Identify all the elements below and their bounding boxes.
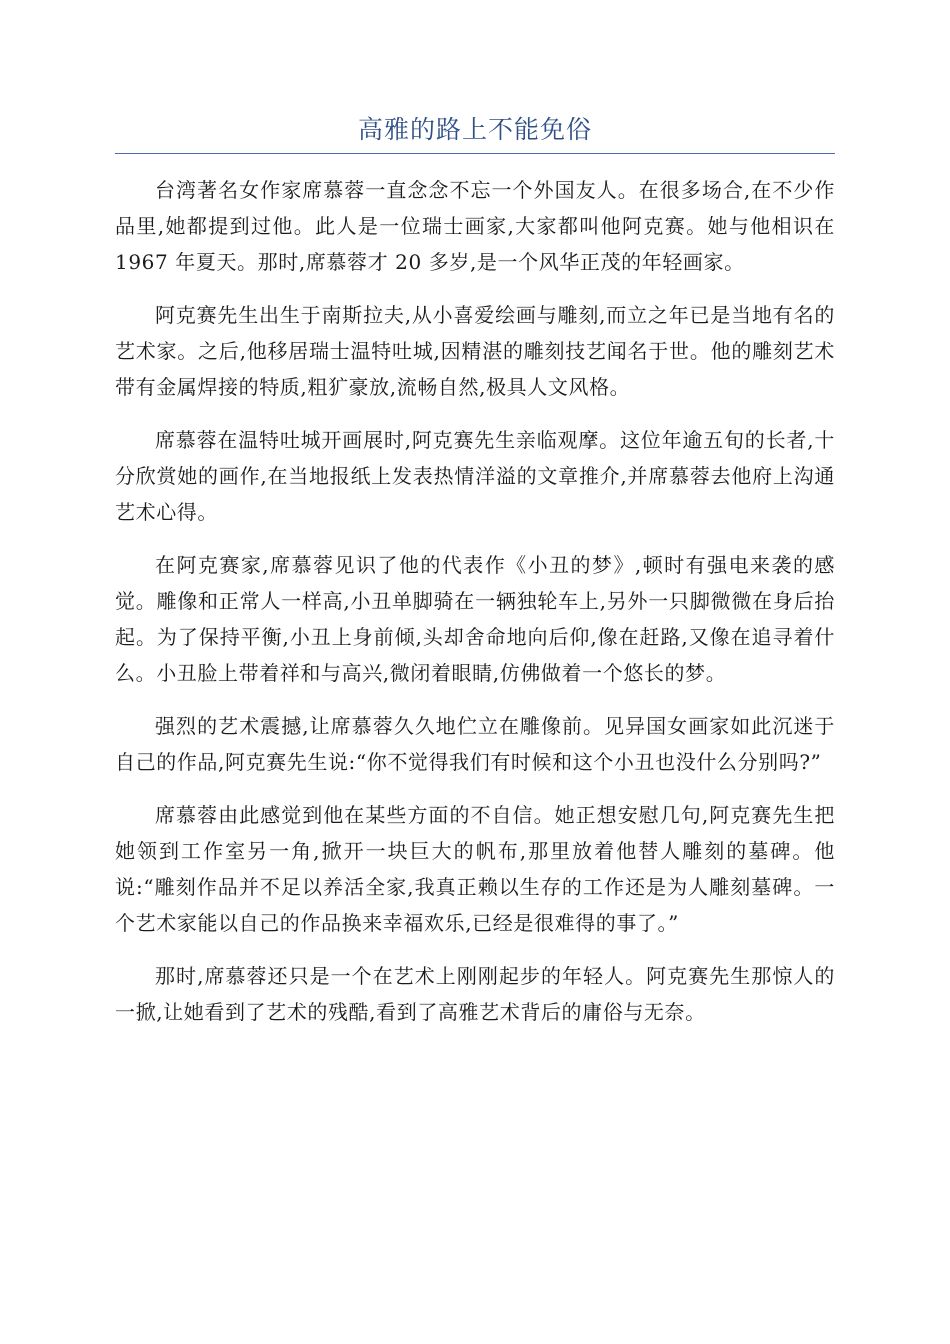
paragraph-3: 席慕蓉在温特吐城开画展时,阿克赛先生亲临观摩。这位年逾五旬的长者,十分欣赏她的画作,在当地报纸上发表热情洋溢的文章推介,并席慕蓉去他府上沟通艺术心得。 (115, 428, 835, 524)
paragraph-1: 台湾著名女作家席慕蓉一直念念不忘一个外国友人。在很多场合,在不少作品里,她都提到过他。此人是一位瑞士画家,大家都叫他阿克赛。她与他相识在 1967 年夏天。那时,席慕蓉才 20 多岁,是一个风华正茂的年轻画家。 (115, 178, 835, 274)
paragraph-7: 那时,席慕蓉还只是一个在艺术上刚刚起步的年轻人。阿克赛先生那惊人的一掀,让她看到了艺术的残酷,看到了高雅艺术背后的庸俗与无奈。 (115, 964, 835, 1024)
title-underline (115, 153, 835, 154)
document-page (115, 110, 835, 1047)
paragraph-6: 席慕蓉由此感觉到他在某些方面的不自信。她正想安慰几句,阿克赛先生把她领到工作室另一角,掀开一块巨大的帆布,那里放着他替人雕刻的墓碑。他说:“雕刻作品并不足以养活全家,我真正赖以生存的工作还是为人雕刻墓碑。一个艺术家能以自己的作品换来幸福欢乐,已经是很难得的事了。” (115, 803, 835, 935)
paragraph-4: 在阿克赛家,席慕蓉见识了他的代表作《小丑的梦》,顿时有强电来袭的感觉。雕像和正常人一样高,小丑单脚骑在一辆独轮车上,另外一只脚微微在身后抬起。为了保持平衡,小丑上身前倾,头却舍命地向后仰,像在赶路,又像在追寻着什么。小丑脸上带着祥和与高兴,微闭着眼睛,仿佛做着一个悠长的梦。 (115, 553, 835, 685)
document-title: 高雅的路上不能免俗 (357, 115, 592, 144)
paragraph-2: 阿克赛先生出生于南斯拉夫,从小喜爱绘画与雕刻,而立之年已是当地有名的艺术家。之后,他移居瑞士温特吐城,因精湛的雕刻技艺闻名于世。他的雕刻艺术带有金属焊接的特质,粗犷豪放,流畅自然,极具人文风格。 (115, 303, 835, 399)
paragraph-5: 强烈的艺术震撼,让席慕蓉久久地伫立在雕像前。见异国女画家如此沉迷于自己的作品,阿克赛先生说:“你不觉得我们有时候和这个小丑也没什么分别吗?” (115, 714, 835, 774)
